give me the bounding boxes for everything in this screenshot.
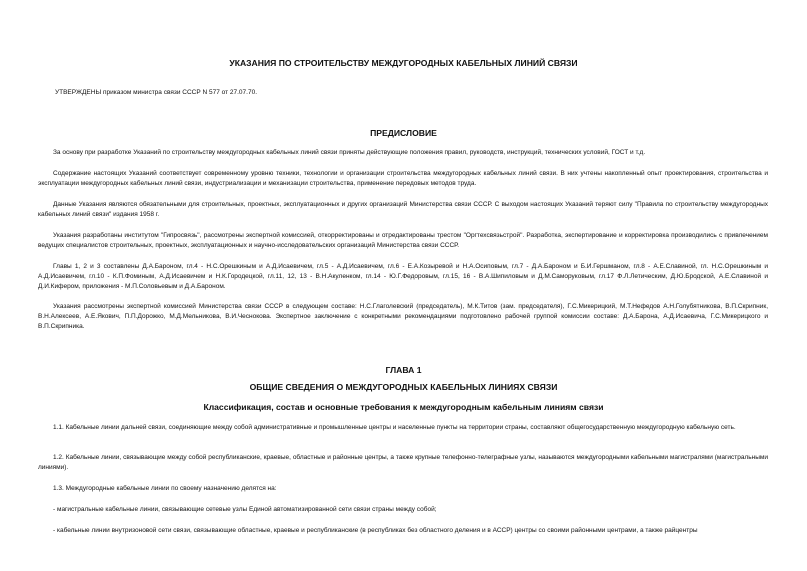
- preface-paragraph-6: Указания рассмотрены экспертной комиссией Министерства связи СССР в следующем составе: Н.С.Глаголевский (председатель), М.К.Титов (зам. председателя), Г.С.Микерицкий, М.Т.Нефедов А.Н.Голубятникова, В.П.Скрипник, В.Н.Алексеев, А.Е.Якович, П.П.Дорожко, М.Д.Мельникова, В.И.Чеснокова. Экспертное заключение с конкретными рекомендациями подготовлено рабочей группой комиссии составе: Д.А.Барона, А.Д.Исаевича, Г.С.Микерицкого и В.П.Скрипника.: [38, 303, 768, 330]
- preface-paragraph-4: Указания разработаны институтом "Гипросвязь", рассмотрены экспертной комиссией, откорректированы и отредактированы трестом "Оргтехсвязьстрой". Разработка, экспертирование и корректировка производились с привлечением ведущих специалистов строительных, проектных, эксплуатационных и научно-исследовательских организаций Министерства связи СССР.: [38, 232, 768, 249]
- preface-paragraph-1: За основу при разработке Указаний по строительству междугородных кабельных линий связи приняты действующие положения правил, руководств, инструкций, технических условий, ГОСТ и т.д.: [53, 149, 646, 156]
- clause-1-1: 1.1. Кабельные линии дальней связи, соединяющие между собой административные и промышленные центры и населенные пункты на территории страны, составляют общегосударственную междугородную кабельную сеть.: [53, 424, 736, 431]
- clause-1-2: 1.2. Кабельные линии, связывающие между собой республиканские, краевые, областные и районные центры, а также крупные телефонно-телеграфные узлы, называются междугородными кабельными магистралями (магистральными линиями).: [38, 454, 768, 471]
- clause-list-item-2: - кабельные линии внутризоновой сети связи, связывающие областные, краевые и республиканские (в республиках без областного деления и в АССР) центры со своими районными центрами, а также райцентры: [53, 527, 698, 534]
- preface-paragraph-2: Содержание настоящих Указаний соответствует современному уровню техники, технологии и организации строительства междугородных кабельных линий связи. В них учтены накопленный опыт проектирования, строительства и эксплуатации междугородных кабельных линий связи, индустриализации и механизации строительства, применение передовых методов труда.: [38, 170, 768, 187]
- preface-heading: ПРЕДИСЛОВИЕ: [370, 128, 437, 138]
- clause-list-item-1: - магистральные кабельные линии, связывающие сетевые узлы Единой автоматизированной сети связи страны между собой;: [53, 506, 437, 513]
- chapter-number: ГЛАВА 1: [385, 365, 422, 375]
- preface-paragraph-5: Главы 1, 2 и 3 составлены Д.А.Бароном, гл.4 - Н.С.Орешкиным и А.Д.Исаевичем, гл.5 - А.Д.Исаевичем, гл.6 - Е.А.Козыревой и Н.А.Осиповым, гл.7 - Д.А.Бароном и Б.И.Гершманом, гл.8 - А.Е.Славиной, гл. Н.С.Орешкиным и А.Д.Исаевичем, гл.10 - К.П.Фоминым, А.Д.Исаевичем и Н.К.Городецкой, гл.11, 12, 13 - В.Н.Акуленком, гл.14 - Ю.Г.Федоровым, гл.15, 16 - В.А.Шипиловым и Д.М.Саморуковым, гл.17 Ф.Л.Летическим, Д.Ю.Бродской, А.Е.Славиной и Д.И.Кифером, приложения - М.П.Соловьевым и Д.А.Бароном.: [38, 263, 768, 290]
- document-title: УКАЗАНИЯ ПО СТРОИТЕЛЬСТВУ МЕЖДУГОРОДНЫХ КАБЕЛЬНЫХ ЛИНИЙ СВЯЗИ: [229, 58, 578, 68]
- approval-note: УТВЕРЖДЕНЫ приказом министра связи СССР N 577 от 27.07.70.: [55, 89, 258, 96]
- preface-paragraph-3: Данные Указания являются обязательными для строительных, проектных, эксплуатационных и других организаций Министерства связи СССР. С выходом настоящих Указаний теряют силу "Правила по строительству междугородных кабельных линий связи" издания 1958 г.: [38, 201, 768, 218]
- section-title: Классификация, состав и основные требования к междугородным кабельным линиям связи: [203, 402, 604, 412]
- clause-1-3: 1.3. Междугородные кабельные линии по своему назначению делятся на:: [53, 485, 277, 492]
- chapter-title: ОБЩИЕ СВЕДЕНИЯ О МЕЖДУГОРОДНЫХ КАБЕЛЬНЫХ ЛИНИЯХ СВЯЗИ: [249, 382, 558, 392]
